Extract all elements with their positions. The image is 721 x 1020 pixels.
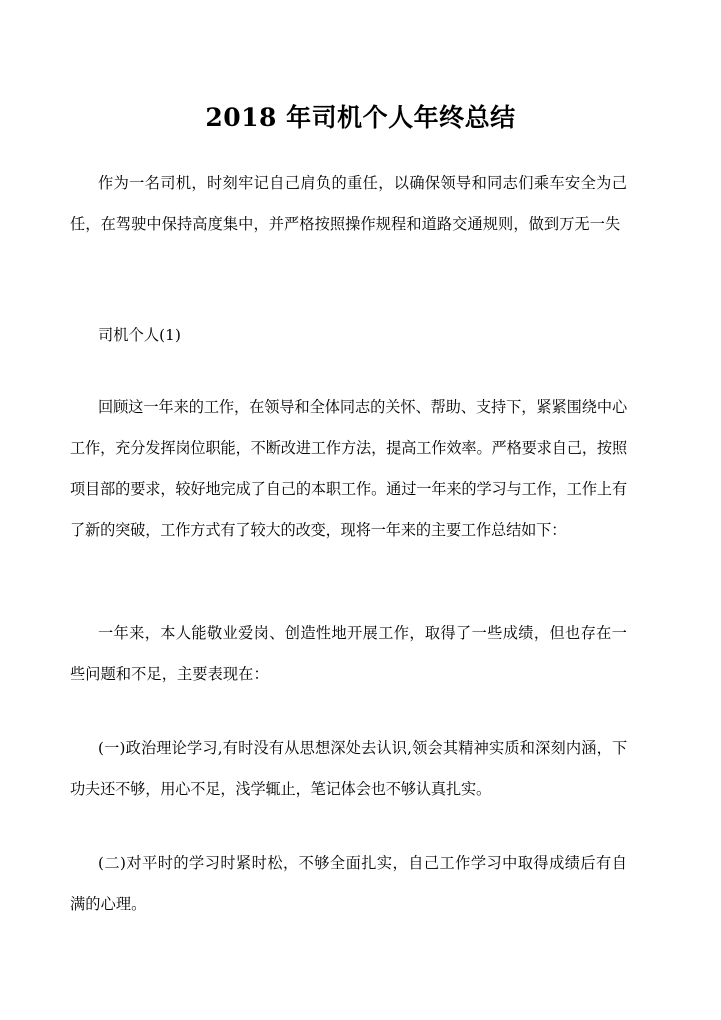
paragraph-achievements-wrapper	[70, 613, 627, 695]
paragraph-item-one: (一)政治理论学习,有时没有从思想深处去认识,领会其精神实质和深刻内涵，下功夫还不够，用心不足，浅学辄止，笔记体会也不够认真扎实。	[70, 739, 627, 798]
section-heading: 司机个人(1)	[98, 326, 181, 344]
paragraph-intro: 作为一名司机，时刻牢记自己肩负的重任，以确保领导和同志们乘车安全为己任，在驾驶中保持高度集中，并严格按照操作规程和道路交通规则，做到万无一失	[70, 174, 627, 233]
paragraph-achievements: 一年来，本人能敬业爱岗、创造性地开展工作，取得了一些成绩，但也存在一些问题和不足，主要表现在：	[70, 624, 627, 683]
paragraph-item-two: (二)对平时的学习时紧时松，不够全面扎实，自己工作学习中取得成绩后有自满的心理。	[70, 854, 627, 913]
paragraph-section-heading-wrapper	[70, 315, 627, 356]
paragraph-item-two-wrapper	[70, 843, 627, 925]
paragraph-review: 回顾这一年来的工作，在领导和全体同志的关怀、帮助、支持下，紧紧围绕中心工作，充分发挥岗位职能，不断改进工作方法，提高工作效率。严格要求自己，按照项目部的要求，较好地完成了自己的本职工作。通过一年来的学习与工作，工作上有了新的突破，工作方式有了较大的改变，现将一年来的主要工作总结如下：	[70, 398, 627, 539]
paragraph-item-one-wrapper	[70, 728, 627, 810]
paragraph-intro-wrapper	[70, 163, 627, 245]
page-title: 2018 年司机个人年终总结	[205, 102, 516, 132]
paragraph-review-wrapper	[70, 387, 627, 551]
